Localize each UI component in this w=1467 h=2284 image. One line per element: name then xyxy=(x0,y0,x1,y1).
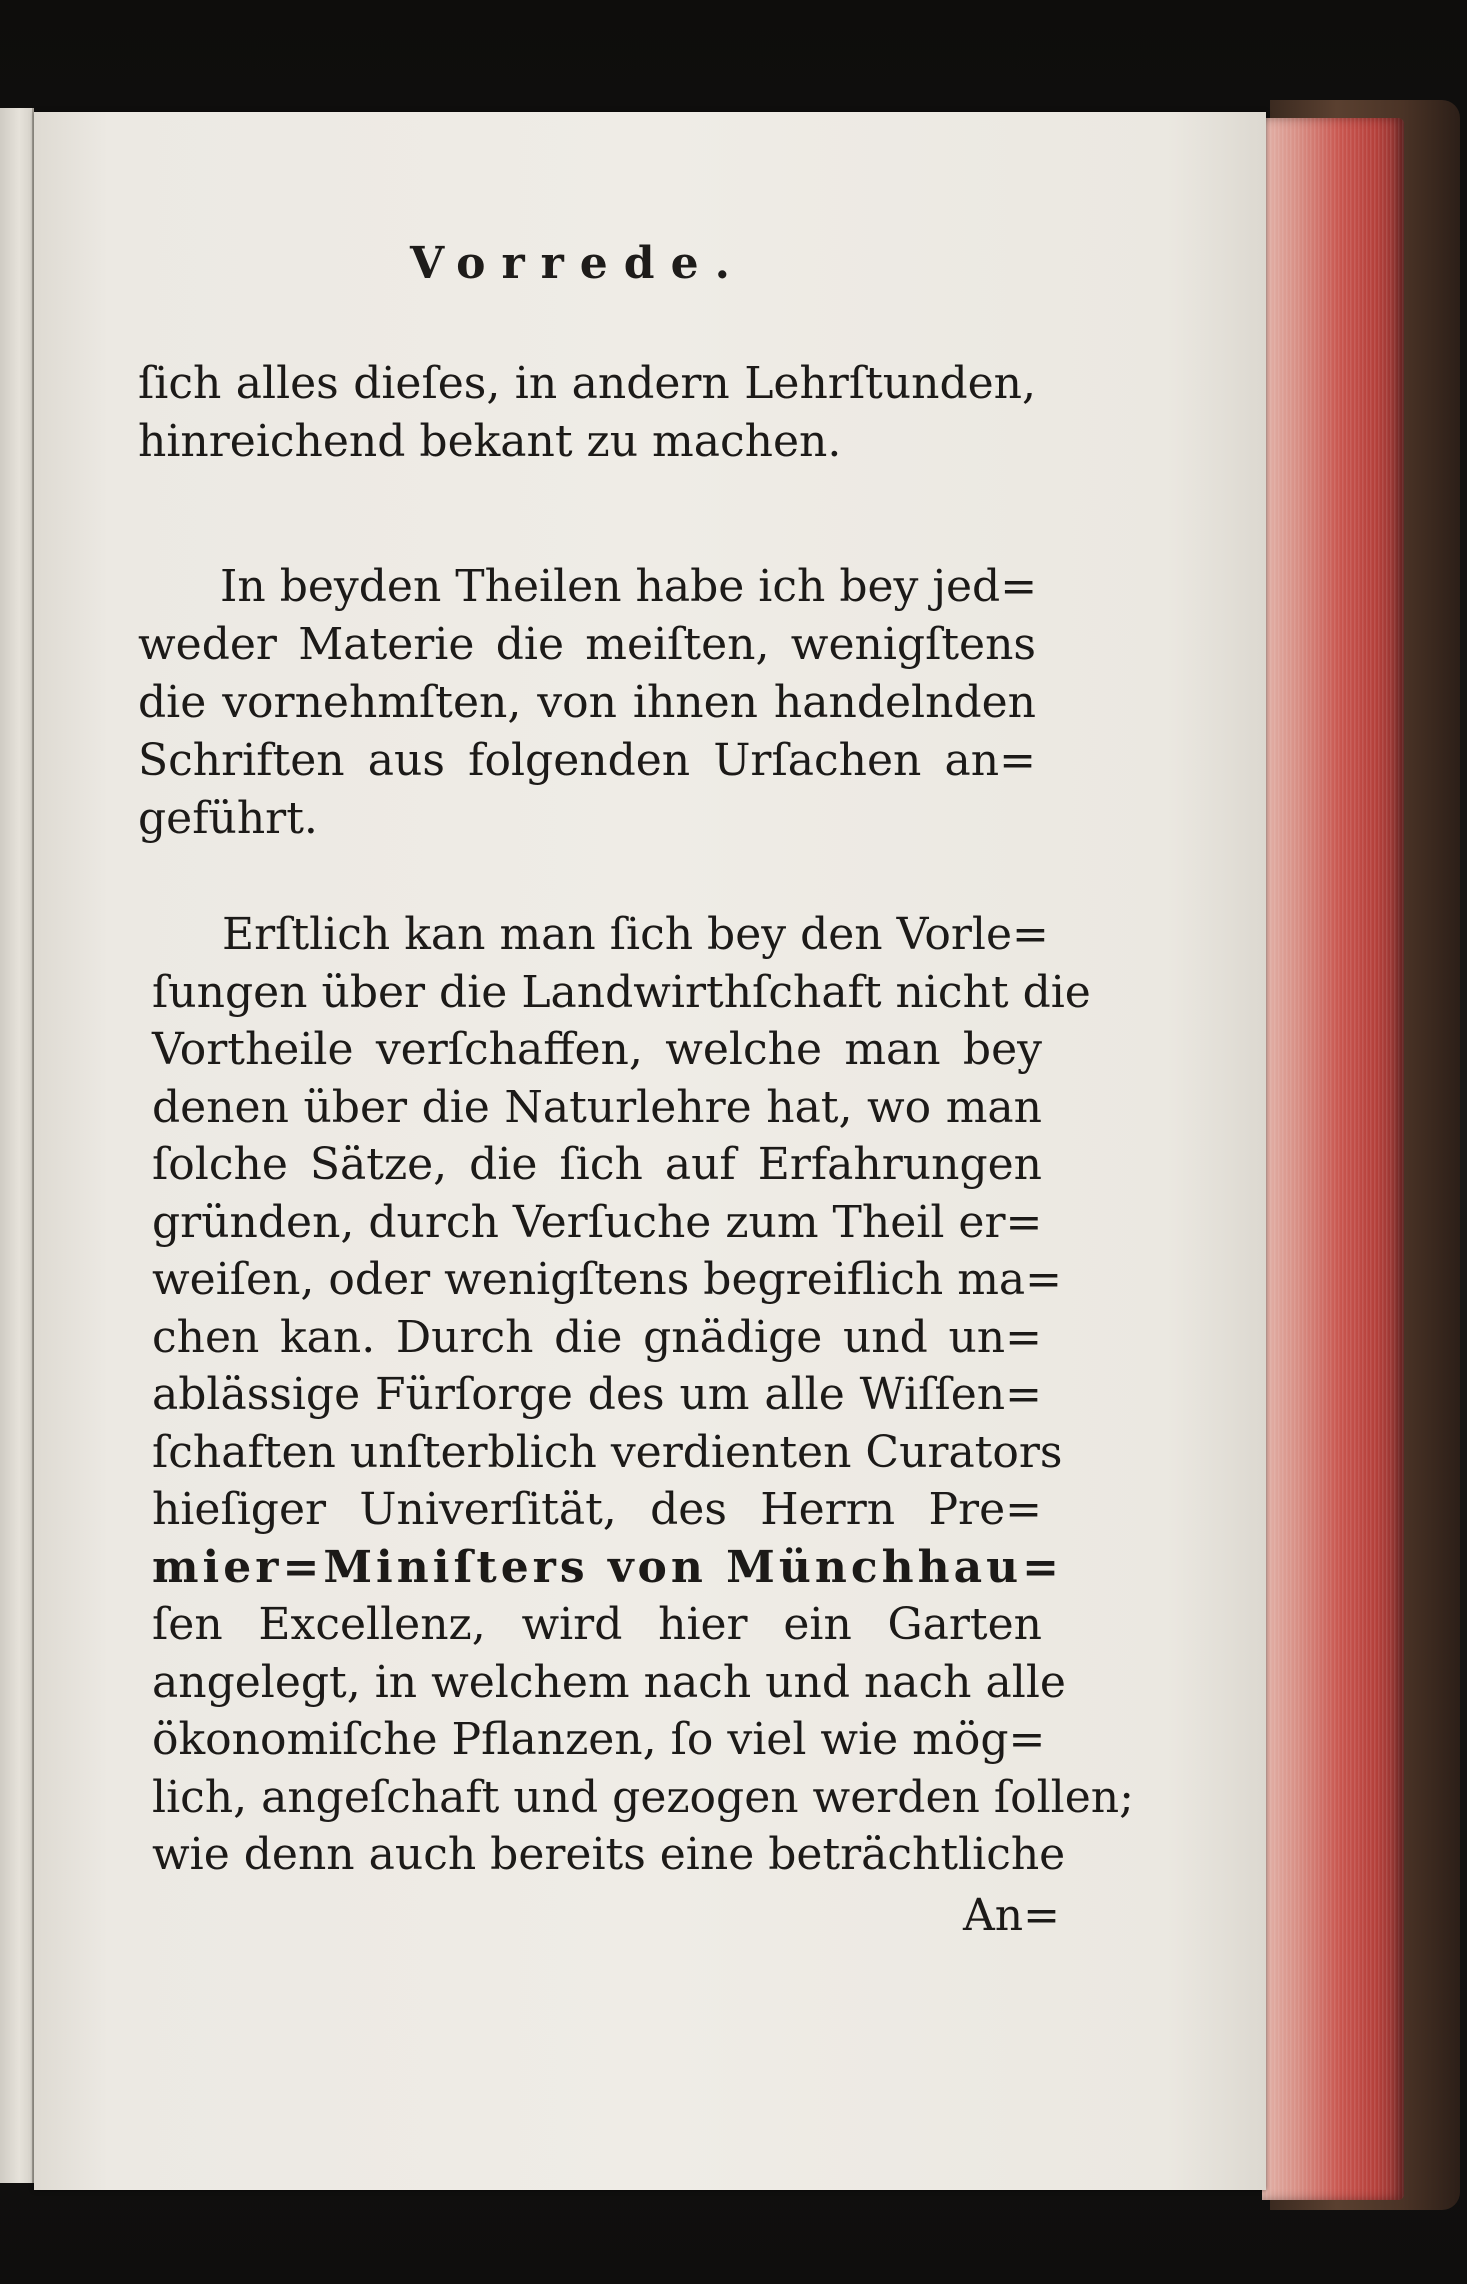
paragraph-3 xyxy=(152,906,1134,1884)
text-line: gründen, durch Verſuche zum Theil er= xyxy=(152,1196,1043,1248)
text-line: denen über die Naturlehre hat, wo man xyxy=(152,1081,1042,1133)
text-line: hieſiger Univerſität, des Herrn Pre= xyxy=(152,1484,1042,1535)
text-line: Vortheile verſchaffen, welche man bey xyxy=(152,1024,1042,1075)
text-line: ſungen über die Landwirthſchaft nicht die xyxy=(152,966,1091,1018)
text-line: weiſen, oder wenigſtens begreiflich ma= xyxy=(152,1254,1063,1305)
text-line: lich, angeſchaft und gezogen werden ſollen; xyxy=(152,1771,1134,1823)
text-line: wie denn auch bereits eine beträchtliche xyxy=(152,1829,1066,1880)
text-line: weder Materie die meiſten, wenigſtens xyxy=(138,619,1036,670)
text-line: hinreichend bekant zu machen. xyxy=(138,416,842,467)
paragraph-1 xyxy=(138,355,1036,471)
catchword: An= xyxy=(963,1890,1060,1941)
text-line: chen kan. Durch die gnädige und un= xyxy=(152,1311,1042,1363)
text-line: Erſtlich kan man ſich bey den Vorle= xyxy=(222,909,1049,960)
text-line: mier=Miniſters von Münchhau= xyxy=(152,1541,1064,1593)
text-line: ablässige Fürſorge des um alle Wiſſen= xyxy=(152,1369,1042,1420)
text-line: Schriften aus folgenden Urſachen an= xyxy=(138,735,1036,786)
text-line: angelegt, in welchem nach und nach alle xyxy=(152,1656,1066,1708)
text-line: ſchaften unſterblich verdienten Curators xyxy=(152,1426,1063,1478)
text-line: ökonomiſche Pflanzen, ſo viel wie mög= xyxy=(152,1714,1046,1765)
running-head: Vorrede. xyxy=(410,238,746,289)
facing-page-edge xyxy=(0,108,34,2183)
paragraph-2 xyxy=(138,558,1036,848)
text-line: die vornehmſten, von ihnen handelnden xyxy=(138,677,1036,728)
text-line: In beyden Theilen habe ich bey jed= xyxy=(220,561,1038,612)
text-line: ſolche Sätze, die ſich auf Erfahrungen xyxy=(152,1139,1042,1190)
red-page-edges xyxy=(1262,118,1404,2200)
text-line: ſich alles dieſes, in andern Lehrſtunden, xyxy=(138,358,1036,409)
text-line: geführt. xyxy=(138,793,318,844)
text-line: ſen Excellenz, wird hier ein Garten xyxy=(152,1599,1042,1650)
